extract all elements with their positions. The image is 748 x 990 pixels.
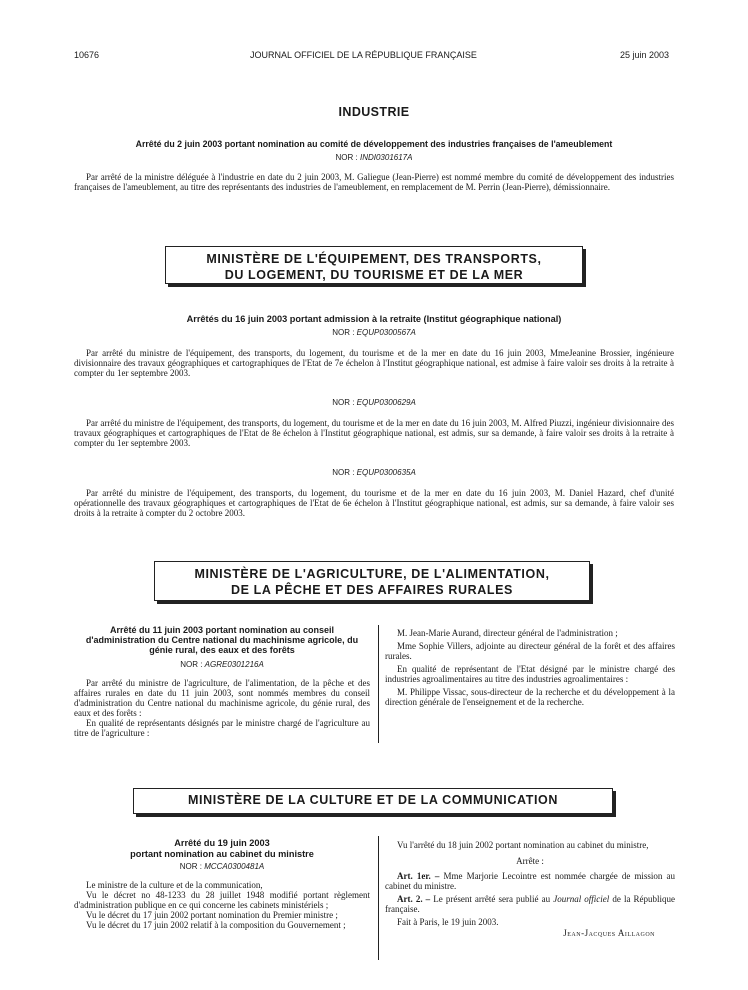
text-equipement-2 (74, 418, 674, 448)
nor-industrie (74, 153, 674, 162)
nor-code: AGRE0301216A (204, 660, 264, 669)
arrete-title-agriculture: Arrêté du 11 juin 2003 portant nomination au conseil d'administration du Centre national du machinisme agricole, du génie rural, des eaux et des forêts (85, 625, 359, 655)
header-date: 25 juin 2003 (620, 50, 670, 60)
journal-title: JOURNAL OFFICIEL DE LA RÉPUBLIQUE FRANÇAISE (250, 50, 477, 60)
nor-agriculture (74, 660, 370, 669)
article-2 (385, 894, 675, 914)
nor-label: NOR : (180, 660, 203, 669)
section-heading-industrie: INDUSTRIE (338, 105, 410, 119)
ministry-line1: MINISTÈRE DE L'AGRICULTURE, DE L'ALIMENTATION, (194, 567, 550, 581)
arrete-word: Arrête : (516, 856, 544, 866)
article-text: de la République française. (385, 894, 676, 914)
nor-code: EQUP0300635A (356, 468, 416, 477)
ministry-line1: MINISTÈRE DE L'ÉQUIPEMENT, DES TRANSPORTS, (206, 252, 542, 266)
arrete-title-culture-1: Arrêté du 19 juin 2003 (174, 838, 270, 848)
paragraph: M. Jean-Marie Aurand, directeur général de l'administration ; (397, 628, 618, 638)
paragraph: Vu le décret du 17 juin 2002 portant nomination du Premier ministre ; (86, 910, 338, 920)
paragraph: M. Philippe Vissac, sous-directeur de la recherche et du développement à la direction générale de l'enseignement et de la recherche. (385, 687, 675, 707)
paragraph: Par arrêté du ministre de l'agriculture, de l'alimentation, de la pêche et des affaires rurales en date du 11 juin 2003, sont nommés membres du conseil d'administration du Centre national du machinisme agricole, du génie rural, des eaux et des forêts : (74, 678, 370, 718)
nor-equipement-1 (74, 328, 674, 337)
page-number: 10676 (74, 50, 100, 60)
text-agriculture-left (74, 678, 370, 738)
fait-line: Fait à Paris, le 19 juin 2003. (397, 917, 499, 927)
text-culture-right (385, 840, 675, 938)
nor-label: NOR : (332, 468, 355, 477)
signature: Jean-Jacques Aillagon (563, 928, 655, 938)
nor-label: NOR : (335, 153, 358, 162)
text-agriculture-right (385, 628, 675, 707)
paragraph: Vu le décret du 17 juin 2002 relatif à la composition du Gouvernement ; (86, 920, 346, 930)
nor-culture (74, 862, 370, 871)
paragraph: Par arrêté du ministre de l'équipement, des transports, du logement, du tourisme et de la mer en date du 16 juin 2003, M. Daniel Hazard, chef d'unité opérationnelle des travaux géographiques et cartographiques de l'Etat de 6e échelon à l'Institut géographique national, est admis, sur sa demande, à faire valoir ses droits à la retraite à compter du 2 octobre 2003. (74, 488, 674, 518)
article-1 (385, 871, 675, 891)
column-divider (378, 625, 379, 743)
arrete-title-culture-2: portant nomination au cabinet du ministre (130, 849, 314, 859)
ministry-line2: DU LOGEMENT, DU TOURISME ET DE LA MER (224, 268, 524, 282)
article-text: Le présent arrêté sera publié au (433, 894, 551, 904)
nor-label: NOR : (179, 862, 202, 871)
paragraph: Vu l'arrêté du 18 juin 2002 portant nomination au cabinet du ministre, (397, 840, 649, 850)
article-label: Art. 1er. – (397, 871, 440, 881)
ministry-box-culture: MINISTÈRE DE LA CULTURE ET DE LA COMMUNICATION (133, 788, 613, 814)
nor-code: EQUP0300629A (356, 398, 416, 407)
nor-equipement-2 (74, 398, 674, 407)
article-text: Mme Marjorie Lecointre est nommée chargée de mission au cabinet du ministre. (385, 871, 676, 891)
nor-label: NOR : (332, 398, 355, 407)
text-industrie (74, 172, 674, 192)
nor-code: INDI0301617A (359, 153, 413, 162)
paragraph: Par arrêté du ministre de l'équipement, des transports, du logement, du tourisme et de la mer en date du 16 juin 2003, MmeJeanine Brossier, ingénieure divisionnaire des travaux géographiques et cartographiques de l'Etat de 7e échelon à l'Institut géographique national, est admise à faire valoir ses droits à la retraite à compter du 1er septembre 2003. (74, 348, 674, 378)
nor-code: EQUP0300567A (356, 328, 416, 337)
paragraph: Par arrêté du ministre de l'équipement, des transports, du logement, du tourisme et de la mer en date du 16 juin 2003, M. Alfred Piuzzi, ingénieur divisionnaire des travaux géographiques et cartographiques de l'Etat de 8e échelon à l'Institut géographique national, est admis, sur sa demande, à faire valoir ses droits à la retraite à compter du 1er septembre 2003. (74, 418, 674, 448)
article-label: Art. 2. – (397, 894, 431, 904)
nor-label: NOR : (332, 328, 355, 337)
arrete-title-equipement: Arrêtés du 16 juin 2003 portant admission à la retraite (Institut géographique national) (186, 314, 562, 324)
column-divider (378, 836, 379, 960)
paragraph: Mme Sophie Villers, adjointe au directeur général de la forêt et des affaires rurales. (385, 641, 675, 661)
text-equipement-1 (74, 348, 674, 378)
paragraph: En qualité de représentant de l'Etat désigné par le ministre chargé des industries agroalimentaires au titre des industries agroalimentaires : (385, 664, 675, 684)
ministry-line2: DE LA PÊCHE ET DES AFFAIRES RURALES (231, 583, 513, 597)
text-culture-left (74, 880, 370, 930)
text-equipement-3 (74, 488, 674, 518)
nor-code: MCCA0300481A (204, 862, 265, 871)
journal-name: Journal officiel (553, 894, 610, 904)
paragraph: En qualité de représentants désignés par le ministre chargé de l'agriculture au titre de l'agriculture : (74, 718, 370, 738)
arrete-title-industrie: Arrêté du 2 juin 2003 portant nomination au comité de développement des industries françaises de l'ameublement (135, 139, 613, 149)
ministry-box-agriculture (154, 561, 590, 601)
paragraph: Par arrêté de la ministre déléguée à l'industrie en date du 2 juin 2003, M. Galiegue (Jean-Pierre) est nommé membre du comité de développement des industries françaises de l'ameublement, au titre des représentants des industries de l'ameublement, en remplacement de M. Perrin (Jean-Pierre), démissionnaire. (74, 172, 674, 192)
nor-equipement-3 (74, 468, 674, 477)
paragraph: Le ministre de la culture et de la communication, (86, 880, 263, 890)
paragraph: Vu le décret no 48-1233 du 28 juillet 1948 modifié portant règlement d'administration publique en ce qui concerne les cabinets ministériels ; (74, 890, 370, 910)
ministry-box-equipement (165, 246, 583, 284)
